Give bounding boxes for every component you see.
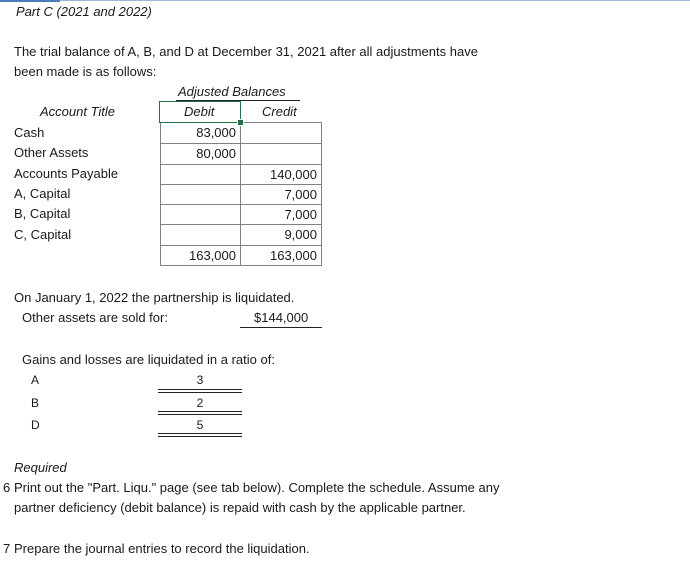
intro-text-line-1: The trial balance of A, B, and D at December 31, 2021 after all adjustments have [14, 44, 478, 59]
partner-d-double-underline [158, 433, 242, 437]
selected-cell[interactable] [159, 101, 241, 123]
partner-a-ratio: 3 [196, 373, 204, 387]
account-c-capital: C, Capital [14, 227, 72, 242]
total-debit[interactable]: 163,000 [189, 248, 236, 263]
partner-b-ratio: 2 [196, 396, 204, 410]
required-label: Required [14, 460, 67, 475]
section-heading: Part C (2021 and 2022) [16, 4, 152, 19]
account-accounts-payable: Accounts Payable [14, 166, 119, 181]
assets-sold-label: Other assets are sold for: [22, 310, 168, 325]
liquidation-text: On January 1, 2022 the partnership is liquidated. [14, 290, 295, 305]
a-capital-credit[interactable]: 7,000 [284, 187, 317, 202]
partner-d-label: D [31, 418, 40, 432]
assets-sold-value: $144,000 [254, 310, 309, 325]
partner-a-label: A [31, 373, 40, 387]
partner-b-double-underline [158, 411, 242, 415]
item-6-number: 6 [3, 480, 11, 495]
item-6-line-2: partner deficiency (debit balance) is repaid with cash by the applicable partner. [14, 500, 466, 515]
total-credit[interactable]: 163,000 [270, 248, 317, 263]
item-7-text: Prepare the journal entries to record the liquidation. [14, 541, 310, 556]
ratio-intro: Gains and losses are liquidated in a ratio of: [22, 352, 275, 367]
credit-header: Credit [262, 104, 297, 119]
account-a-capital: A, Capital [14, 186, 71, 201]
b-capital-credit[interactable]: 7,000 [284, 207, 317, 222]
item-7-number: 7 [3, 541, 11, 556]
debit-header: Debit [184, 104, 215, 119]
partner-a-double-underline [158, 389, 242, 393]
account-title-header: Account Title [40, 104, 116, 119]
partner-b-label: B [31, 396, 40, 410]
top-border [0, 0, 690, 1]
c-capital-credit[interactable]: 9,000 [284, 227, 317, 242]
accounts-payable-credit[interactable]: 140,000 [270, 167, 317, 182]
adjusted-balances-header: Adjusted Balances [178, 84, 286, 99]
intro-text-line-2: been made is as follows: [14, 64, 157, 79]
partner-d-ratio: 5 [196, 418, 204, 432]
account-cash: Cash [14, 125, 45, 140]
sold-value-underline [240, 327, 322, 328]
other-assets-debit[interactable]: 80,000 [196, 146, 236, 161]
item-6-line-1: Print out the "Part. Liqu." page (see tab below). Complete the schedule. Assume any [14, 480, 500, 495]
cash-debit[interactable]: 83,000 [196, 125, 236, 140]
top-border-accent [0, 0, 60, 2]
account-b-capital: B, Capital [14, 206, 71, 221]
account-other-assets: Other Assets [14, 145, 89, 160]
